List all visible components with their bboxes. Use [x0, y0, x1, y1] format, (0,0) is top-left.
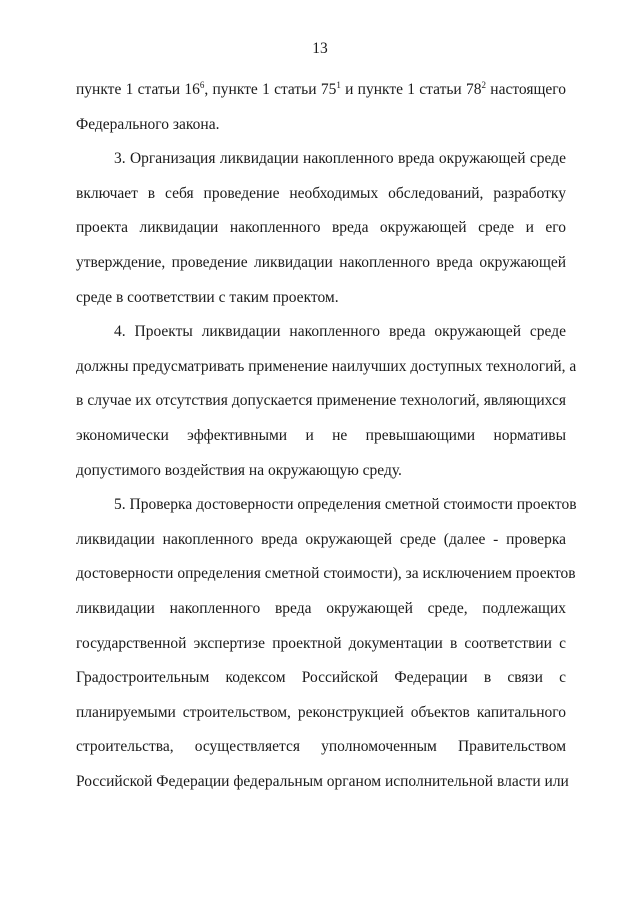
- text-line: экономически эффективными и не превышающими нормативы: [76, 426, 566, 444]
- text-line: Российской Федерации федеральным органом исполнительной власти или: [76, 772, 569, 790]
- text-line: в случае их отсутствия допускается применение технологий, являющихся: [76, 392, 566, 410]
- text-fragment: настоящего: [486, 81, 567, 98]
- superscript: 1: [336, 79, 341, 90]
- text-line: 4. Проекты ликвидации накопленного вреда окружающей среде: [114, 323, 566, 341]
- superscript: 6: [199, 79, 205, 90]
- text-line: утверждение, проведение ликвидации накопленного вреда окружающей: [76, 253, 566, 271]
- text-line: ликвидации накопленного вреда окружающей среде (далее - проверка: [76, 530, 566, 548]
- text-line: включает в себя проведение необходимых обследований, разработку: [76, 184, 566, 202]
- text-line: [76, 73, 566, 108]
- text-fragment: , пункте 1 статьи 75: [204, 81, 337, 98]
- text-line: Федерального закона.: [76, 115, 220, 133]
- text-line: достоверности определения сметной стоимости), за исключением проектов: [76, 565, 576, 583]
- text-fragment: пункте 1 статьи 16: [76, 81, 200, 98]
- text-fragment: и пункте 1 статьи 78: [340, 81, 482, 98]
- text-line: строительства, осуществляется уполномоченным Правительством: [76, 738, 566, 756]
- text-line: должны предусматривать применение наилучших доступных технологий, а: [76, 357, 577, 375]
- paragraph-continuation: [76, 73, 566, 142]
- paragraph-4: [76, 315, 577, 488]
- text-line: 5. Проверка достоверности определения сметной стоимости проектов: [114, 496, 577, 514]
- paragraph-3: [76, 142, 566, 315]
- text-line: государственной экспертизе проектной документации в соответствии с: [76, 634, 566, 652]
- text-line: ликвидации накопленного вреда окружающей среде, подлежащих: [76, 599, 566, 617]
- paragraph-5: [76, 488, 577, 799]
- page-number: 13: [312, 40, 328, 57]
- superscript: 2: [481, 79, 486, 90]
- text-line: Градостроительным кодексом Российской Федерации в связи с: [76, 669, 566, 687]
- text-line: среде в соответствии с таким проектом.: [76, 288, 339, 306]
- text-line: допустимого воздействия на окружающую среду.: [76, 461, 402, 479]
- text-line: проекта ликвидации накопленного вреда окружающей среде и его: [76, 219, 566, 237]
- text-line: планируемыми строительством, реконструкцией объектов капитального: [76, 703, 566, 721]
- document-body: [76, 73, 577, 799]
- text-line: 3. Организация ликвидации накопленного вреда окружающей среде: [114, 150, 566, 168]
